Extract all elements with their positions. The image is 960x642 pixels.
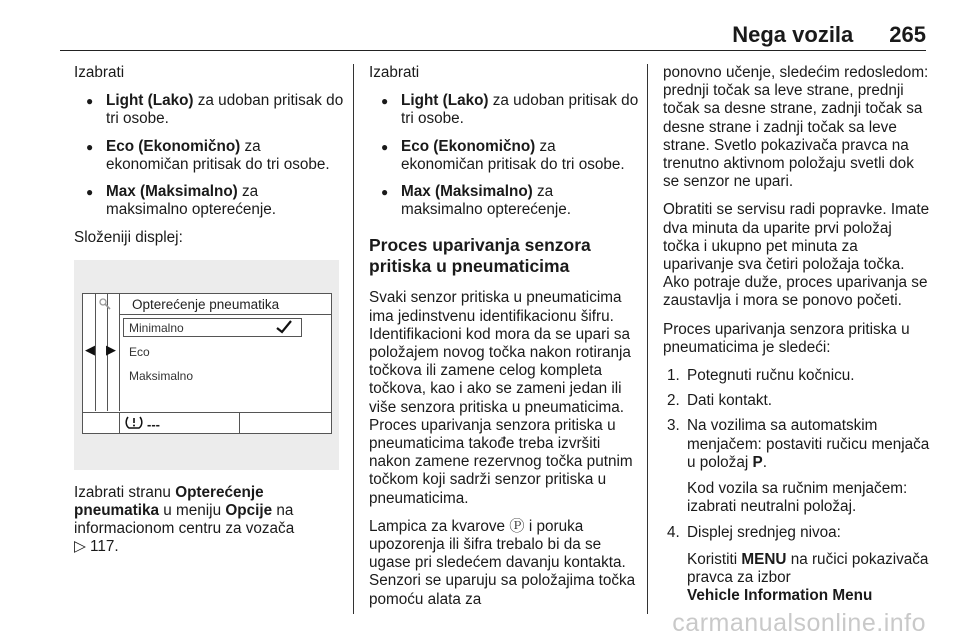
arrow-left-icon: ◀: [85, 341, 95, 357]
paragraph: Obratiti se servisu radi popravke. Imate dva minuta da uparite prvi položaj točka i ukupno pet minuta za uparivanje sva četiri položaja točka. Ako potraje duže, proces uparivanja se zaustavlja i mora se ponovo početi.: [663, 201, 930, 310]
figure-caption: Izabrati stranu Opterećenje pneumatika u meniju Opcije na informacionom centru za vozača ▷ 117.: [74, 483, 295, 556]
list-item: ● Light (Lako) za udoban pritisak do tri osobe.: [74, 92, 344, 128]
list-item: 1. Potegnuti ručnu kočnicu.: [667, 367, 855, 385]
page-title: Nega vozila: [732, 22, 854, 47]
mode-list: [369, 92, 639, 219]
display-figure: [74, 260, 339, 470]
izabrati-label: Izabrati: [74, 64, 125, 81]
watermark: carmanualsonline.info: [672, 609, 926, 637]
footer-value: ---: [147, 416, 160, 432]
list-item: ● Eco (Ekonomično) za ekonomičan pritisak do tri osobe.: [369, 138, 639, 174]
option-eco: Eco: [129, 344, 150, 359]
list-item: ● Max (Maksimalno) za maksimalno opterećenje.: [74, 183, 344, 219]
paragraph: Lampica za kvarove Ⓟ i poruka upozorenja ili šifra trebalo bi da se ugase pri sledećem davanju kontakta. Senzori se uparuju sa položajima točka pomoću alata za: [369, 517, 636, 608]
arrow-right-icon: ▶: [106, 341, 116, 357]
mode-list: [74, 92, 344, 219]
option-minimalno: Minimalno: [129, 320, 184, 335]
list-item: ● Light (Lako) za udoban pritisak do tri osobe.: [369, 92, 639, 128]
list-item: 3. Na vozilima sa automatskim menjačem: postaviti ručicu menjača u položaj P. Kod vozila sa ručnim menjačem: izabrati neutralni položaj.: [667, 417, 930, 516]
paragraph: ponovno učenje, sledećim redosledom: prednji točak sa leve strane, prednji točak sa desne strane, zadnji točak sa desne strane i zadnji točak sa leve strane. Svetlo pokazivača pravca na trenutno aktivnom položaju svetli dok se senzor ne upari.: [663, 64, 929, 191]
paragraph: Proces uparivanja senzora pritiska u pneumaticima je sledeći:: [663, 320, 910, 356]
column-2: [369, 64, 639, 619]
page-header: [732, 22, 926, 48]
checkmark-icon: [275, 320, 293, 334]
section-heading: Proces uparivanja senzora pritiska u pneumaticima: [369, 235, 591, 277]
display-title: Opterećenje pneumatika: [132, 296, 280, 312]
tire-pressure-icon: [125, 415, 143, 430]
steps-list: [663, 367, 931, 605]
paragraph: Svaki senzor pritiska u pneumaticima ima jedinstvenu identifikacionu šifru. Identifikacioni kod mora da se upari sa položajem novog točka nakon rotiranja točkova ili zamene celog kompleta točkova, kao i ako se zameni jedan ili više senzora pritiska u pneumaticima. Proces uparivanja senzora pritiska u pneumaticima takođe treba izvršiti nakon zamene rezervnog točka putnim točkom koji sadrži senzor pritiska u pneumaticima.: [369, 289, 633, 507]
list-item: ● Max (Maksimalno) za maksimalno opterećenje.: [369, 183, 639, 219]
display-side-panel: [83, 294, 120, 411]
display-title-bar: [120, 294, 331, 315]
column-1: [74, 64, 344, 566]
settings-icon: [98, 297, 112, 311]
list-item: 4. Displej srednjeg nivoa: Koristiti MENU na ručici pokazivača pravca za izbor Vehicle Information Menu: [667, 524, 929, 605]
display-screen: [82, 293, 332, 434]
page-ref-arrow-icon: ▷: [74, 538, 86, 556]
izabrati-label: Izabrati: [369, 64, 420, 81]
column-3: [663, 64, 931, 613]
list-item: ● Eco (Ekonomično) za ekonomičan pritisak do tri osobe.: [74, 138, 344, 174]
header-rule: [60, 50, 926, 51]
complex-display-label: Složeniji displej:: [74, 229, 183, 247]
option-maksimalno: Maksimalno: [129, 368, 194, 383]
column-divider-2: [647, 64, 648, 614]
tire-warning-icon: Ⓟ: [509, 517, 525, 535]
page-number: 265: [889, 22, 926, 47]
page-reference: 117.: [90, 538, 119, 556]
list-item: 2. Dati kontakt.: [667, 392, 773, 410]
display-footer: [83, 412, 331, 433]
column-divider-1: [353, 64, 354, 614]
